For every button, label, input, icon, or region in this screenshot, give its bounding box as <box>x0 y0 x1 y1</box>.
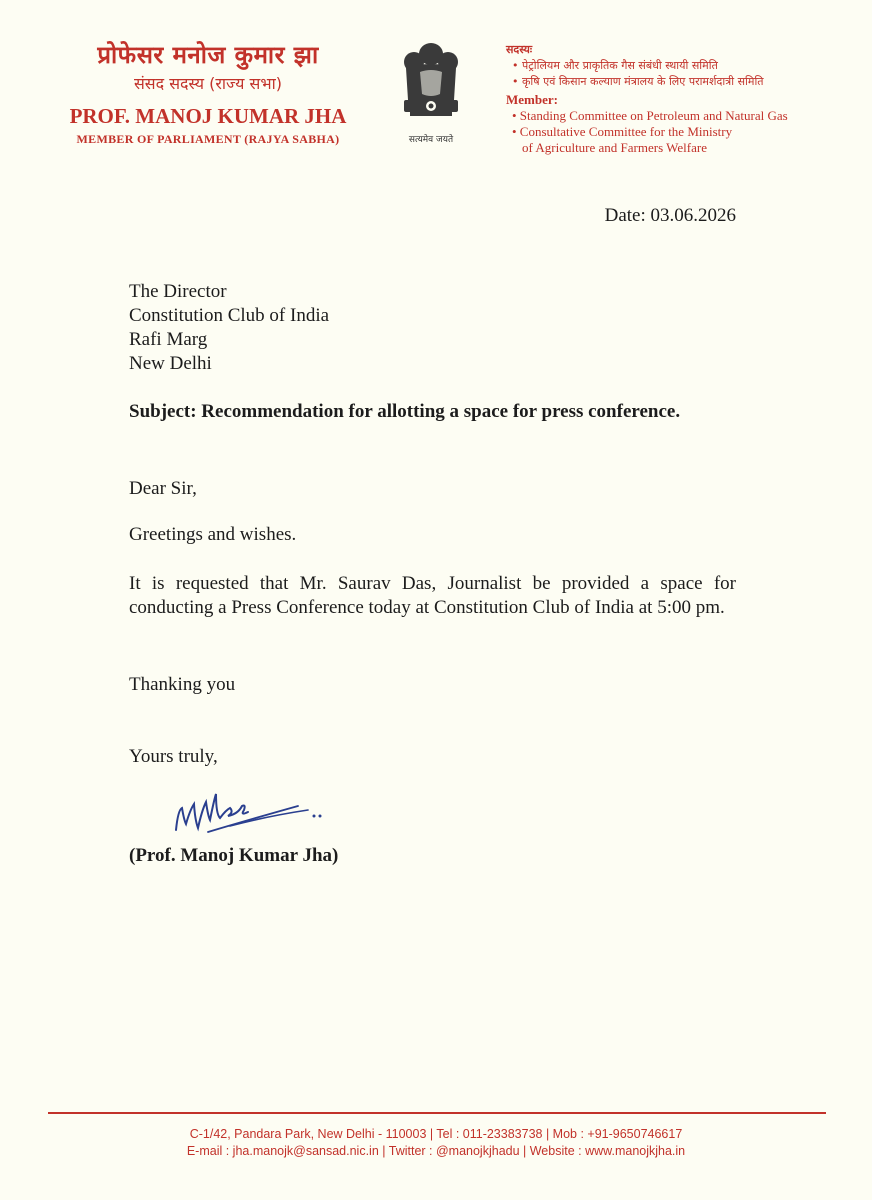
footer-contact-line: E-mail : jha.manojk@sansad.nic.in | Twitter : @manojkjhadu | Website : www.manojkjha.in <box>186 1144 686 1158</box>
address-line: Constitution Club of India <box>129 305 330 326</box>
english-committee-item: • Standing Committee on Petroleum and Natural Gas <box>512 108 788 123</box>
letter-date: Date: 03.06.2026 <box>604 205 736 226</box>
committee-membership-block <box>506 42 846 156</box>
footer-address-line: C-1/42, Pandara Park, New Delhi - 110003 | Tel : 011-23383738 | Mob : +91-9650746617 <box>189 1127 683 1141</box>
salutation: Dear Sir, <box>129 478 197 499</box>
hindi-member-label: सदस्यः <box>506 43 533 56</box>
handwritten-signature <box>168 780 328 840</box>
thanks-line: Thanking you <box>129 674 236 695</box>
greeting: Greetings and wishes. <box>129 524 297 545</box>
recipient-address <box>129 280 329 376</box>
hindi-committee-item: • कृषि एवं किसान कल्याण मंत्रालय के लिए परामर्शदात्री समिति <box>512 75 764 88</box>
national-emblem-icon <box>390 38 472 150</box>
emblem-motto: सत्यमेव जयते <box>408 135 454 145</box>
letter-body: It is requested that Mr. Saurav Das, Journalist be provided a space for conducting a Press Conference today at Constitution Club of India at 5:00 pm. <box>129 573 736 618</box>
address-line: New Delhi <box>129 353 212 374</box>
english-subtitle: MEMBER OF PARLIAMENT (RAJYA SABHA) <box>76 132 340 146</box>
letterhead-name-block <box>58 40 358 148</box>
hindi-subtitle: संसद सदस्य (राज्य सभा) <box>133 74 282 93</box>
closing-line: Yours truly, <box>129 746 218 767</box>
letter-subject: Subject: Recommendation for allotting a space for press conference. <box>129 401 681 422</box>
hindi-name: प्रोफेसर मनोज कुमार झा <box>97 41 319 69</box>
english-committee-item: • Consultative Committee for the Ministry <box>512 124 733 139</box>
letterhead-footer <box>0 1126 872 1160</box>
address-line: Rafi Marg <box>129 329 208 350</box>
footer-divider <box>48 1112 826 1114</box>
hindi-committee-item: • पेट्रोलियम और प्राकृतिक गैस संबंधी स्थायी समिति <box>512 59 718 72</box>
english-name: PROF. MANOJ KUMAR JHA <box>69 104 347 128</box>
signer-name: (Prof. Manoj Kumar Jha) <box>129 845 339 866</box>
english-member-label: Member: <box>506 92 558 107</box>
english-committee-item: of Agriculture and Farmers Welfare <box>522 140 707 155</box>
address-line: The Director <box>129 281 227 302</box>
